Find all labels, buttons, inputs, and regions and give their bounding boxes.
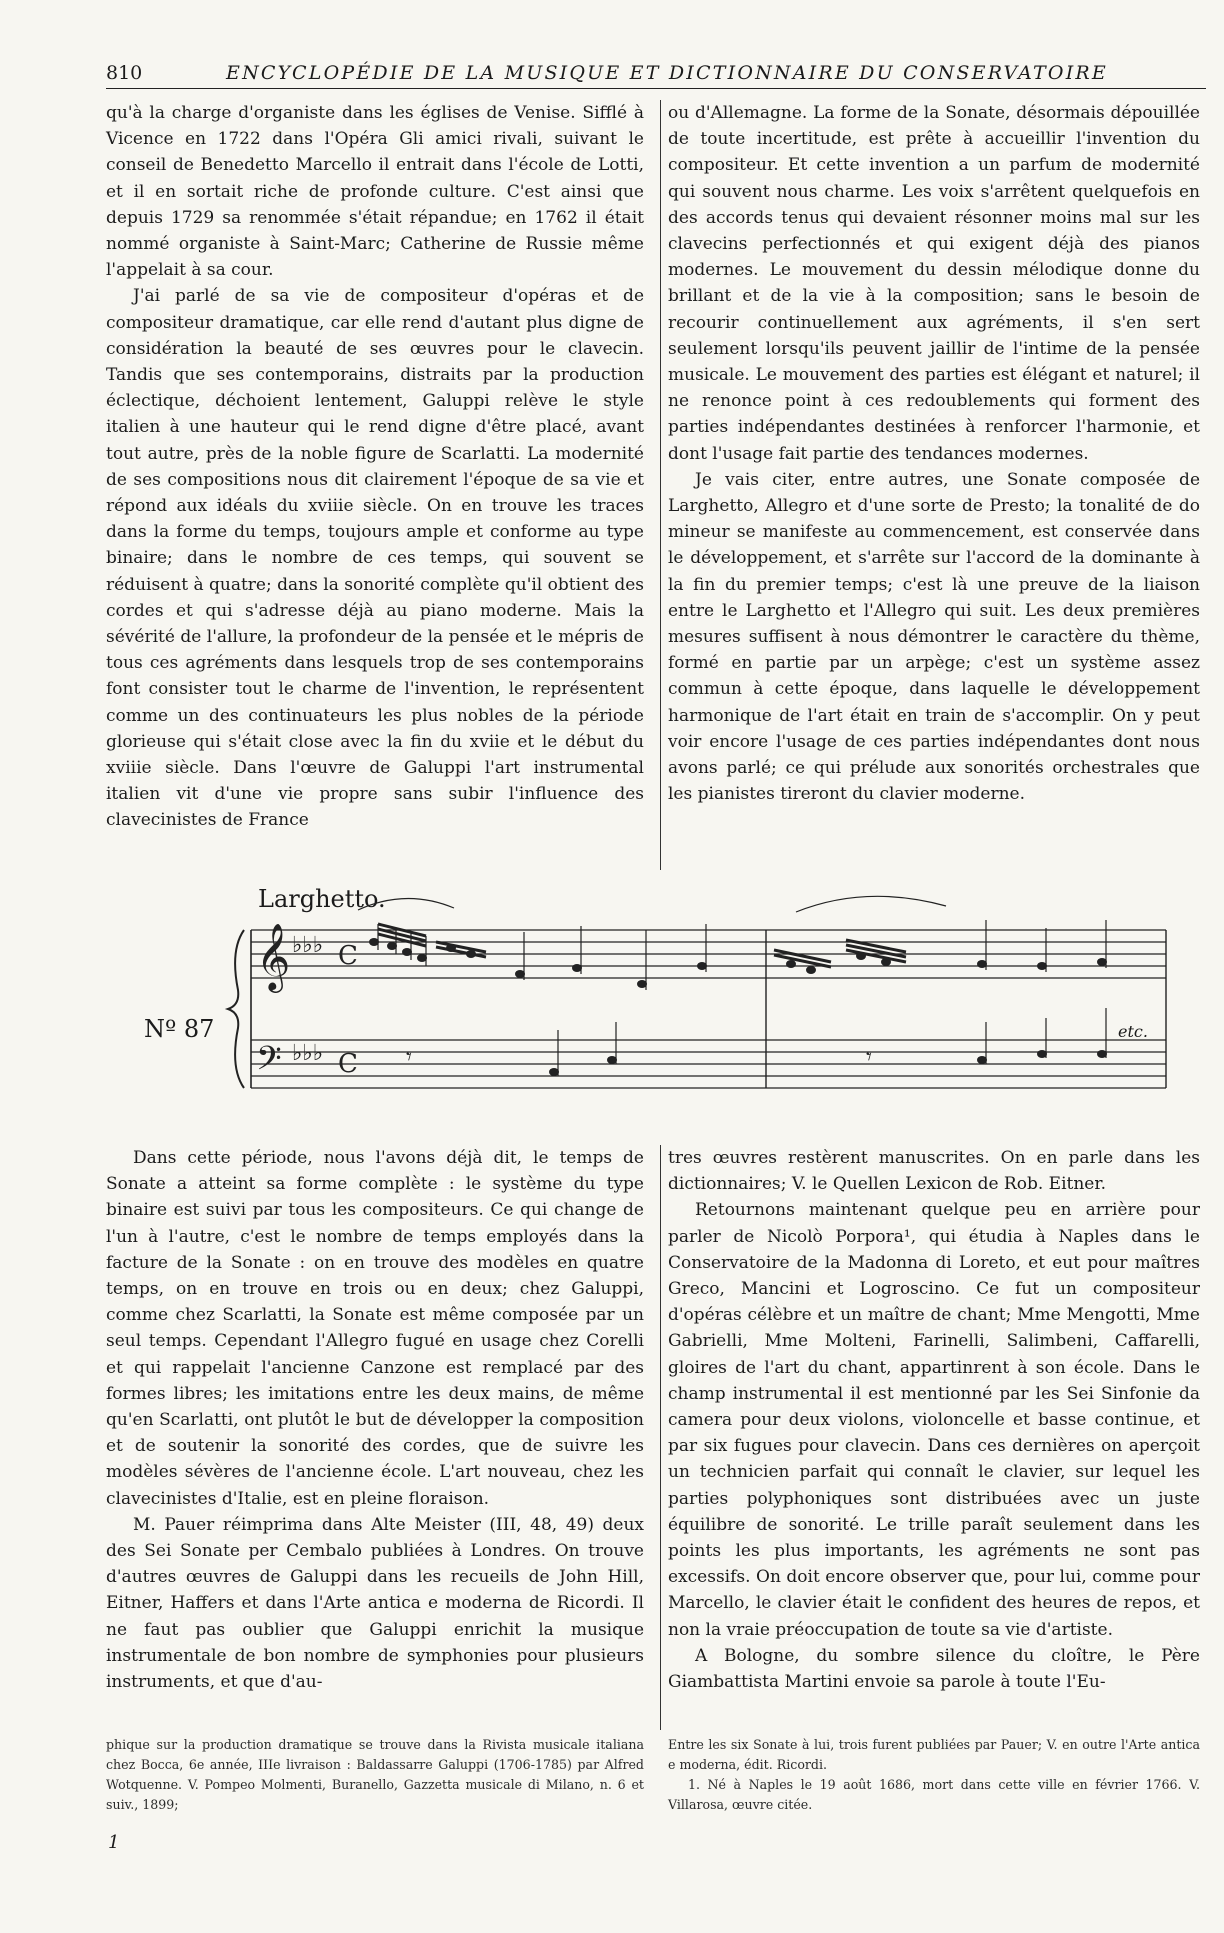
page-number: 810 <box>106 62 143 84</box>
etc-marking: etc. <box>1118 1022 1148 1041</box>
column-divider-bottom <box>660 1145 661 1730</box>
svg-text:𝄾: 𝄾 <box>406 1045 412 1070</box>
paragraph: Dans cette période, nous l'avons déjà dit, le temps de Sonate a atteint sa forme complète : le système du type binaire est suivi par tous les compositeurs. Ce qui change de l'un à l'autre, c'est le nombre de temps employés dans la facture de la Sonate : on en trouve des modèles en quatre temps, on en trouve en trois ou en deux; chez Galuppi, comme chez Scarlatti, la Sonate est même composée par un seul temps. Cependant l'Allegro fugué en usage chez Corelli et qui rappelait l'ancienne Canzone est remplacé par des formes libres; les imitations entre les deux mains, de même qu'en Scarlatti, ont plutôt le but de développer la composition et de soutenir la sonorité des cordes, que de suivre les modèles sévères de l'ancienne école. L'art nouveau, chez les clavecinistes d'Italie, est en pleine floraison. <box>106 1148 644 1509</box>
paragraph: J'ai parlé de sa vie de compositeur d'opéras et de compositeur dramatique, car elle rend d'autant plus digne de considération la beauté de ses œuvres pour le clavecin. Tandis que ses contemporains, distraits par la production éclectique, déchoient lentement, Galuppi relève le style italien à une hauteur qui le rend digne d'être placé, avant tout autre, près de la noble figure de Scarlatti. La modernité de ses compositions nous dit clairement l'époque de sa vie et répond aux idéals du xviiie siècle. On en trouve les traces dans la forme du temps, toujours ample et conforme au type binaire; dans le nombre de ces temps, qui souvent se réduisent à quatre; dans la sonorité complète qu'il obtient des cordes et qui s'adresse déjà au piano moderne. Mais la sévérité de l'allure, la profondeur de la pensée et le mépris de tous ces agréments dans lesquels trop de ses contemporains font consister tout le charme de l'invention, le représentent comme un des continuateurs les plus nobles de la période glorieuse qui s'était close avec la fin du xviie et le début du xviiie siècle. Dans l'œuvre de Galuppi l'art instrumental italien vit d'une vie propre sans subir l'influence des clavecinistes de France <box>106 286 644 831</box>
example-number: Nº 87 <box>144 1015 215 1043</box>
music-example <box>106 880 1206 1160</box>
bass-staff <box>251 1040 1166 1088</box>
paragraph: tres œuvres restèrent manuscrites. On en parle dans les dictionnaires; V. le Quellen Lexicon de Rob. Eitner. <box>668 1148 1200 1195</box>
footnotes-left <box>106 1735 644 1815</box>
right-column-top <box>668 100 1200 807</box>
running-title: ENCYCLOPÉDIE DE LA MUSIQUE ET DICTIONNAIRE DU CONSERVATOIRE <box>226 62 1108 84</box>
svg-text:♭♭♭: ♭♭♭ <box>292 1041 324 1066</box>
svg-text:𝄾: 𝄾 <box>866 1045 872 1070</box>
bass-clef: 𝄢 <box>256 1040 282 1086</box>
signature-mark: 1 <box>108 1832 120 1853</box>
tempo-marking: Larghetto. <box>258 885 386 913</box>
paragraph: Je vais citer, entre autres, une Sonate composée de Larghetto, Allegro et d'une sorte de Presto; la tonalité de do mineur se manifeste au commencement, est conservée dans le développement, et s'arrête sur l'accord de la dominante à la fin du premier temps; c'est là une preuve de la liaison entre le Larghetto et l'Allegro qui suit. Les deux premières mesures suffisent à nous démontrer le caractère du thème, formé en partie par un arpège; c'est un système assez commun à cette époque, dans laquelle le développement harmonique de l'art était en train de s'accomplir. On y peut voir encore l'usage de ces parties indépendantes dont nous avons parlé; ce qui prélude aux sonorités orchestrales que les pianistes tireront du clavier moderne. <box>668 469 1200 805</box>
header-rule <box>106 88 1206 89</box>
svg-text:♭♭♭: ♭♭♭ <box>292 933 324 958</box>
footnotes-right <box>668 1735 1200 1815</box>
left-column-bottom <box>106 1145 644 1695</box>
score-svg <box>106 880 1206 1160</box>
paragraph: M. Pauer réimprima dans Alte Meister (III, 48, 49) deux des Sei Sonate per Cembalo publiées à Londres. On trouve d'autres œuvres de Galuppi dans les recueils de John Hill, Eitner, Haffers et dans l'Arte antica e moderna de Ricordi. Il ne faut pas oublier que Galuppi enrichit la musique instrumentale de bon nombre de symphonies pour plusieurs instruments, et que d'au- <box>106 1514 644 1693</box>
footnote: phique sur la production dramatique se trouve dans la Rivista musicale italiana chez Bocca, 6e année, IIIe livraison : Baldassarre Galuppi (1706-1785) par Alfred Wotquenne. V. Pompeo Molmenti, Buranello, Gazzetta musicale di Milano, n. 6 et suiv., 1899; <box>106 1737 644 1812</box>
svg-text:C: C <box>338 941 358 971</box>
footnote: Entre les six Sonate à lui, trois furent publiées par Pauer; V. en outre l'Arte antica e moderna, édit. Ricordi. <box>668 1737 1200 1772</box>
paragraph: A Bologne, du sombre silence du cloître, le Père Giambattista Martini envoie sa parole à toute l'Eu- <box>668 1645 1200 1693</box>
svg-text:C: C <box>338 1049 358 1079</box>
paragraph: ou d'Allemagne. La forme de la Sonate, désormais dépouillée de toute incertitude, est prête à accueillir l'invention du compositeur. Et cette invention a un parfum de modernité qui souvent nous charme. Les voix s'arrêtent quelquefois en des accords tenus qui devaient résonner moins mal sur les clavecins perfectionnés et qui exigent déjà des pianos modernes. Le mouvement du dessin mélodique donne du brillant et de la vie à la composition; sans le besoin de recourir continuellement aux agréments, il s'en sert seulement lorsqu'ils peuvent jaillir de l'intime de la pensée musicale. Le mouvement des parties est élégant et naturel; il ne renonce point à ces redoublements qui forment des parties indépendantes destinées à renforcer l'harmonie, et dont l'usage fait partie des tendances modernes. <box>668 103 1200 464</box>
left-column-top <box>106 100 644 834</box>
paragraph: Retournons maintenant quelque peu en arrière pour parler de Nicolò Porpora¹, qui étudia à Naples dans le Conservatoire de la Madonna di Loreto, et eut pour maîtres Greco, Mancini et Logroscino. Ce fut un compositeur d'opéras célèbre et un maître de chant; Mme Mengotti, Mme Gabrielli, Mme Molteni, Farinelli, Salimbeni, Caffarelli, gloires de l'art du chant, appartinrent à son école. Dans le champ instrumental il est mentionné par les Sei Sinfonie da camera pour deux violons, violoncelle et basse continue, et par six fugues pour clavecin. Dans ces dernières on aperçoit un technicien parfait qui connaît le clavier, sur lequel les parties polyphoniques sont distribuées avec un juste équilibre de sonorité. Le trille paraît seulement dans les points les plus importants, les agréments ne sont pas excessifs. On doit encore observer que, pour lui, comme pour Marcello, le clavier était le confident des heures de repos, et non la vraie préoccupation de toute sa vie d'artiste. <box>668 1200 1200 1640</box>
treble-clef: 𝄞 <box>256 922 291 990</box>
column-divider-top <box>660 100 661 870</box>
paragraph: qu'à la charge d'organiste dans les églises de Venise. Sifflé à Vicence en 1722 dans l'Opéra Gli amici rivali, suivant le conseil de Benedetto Marcello il entrait dans l'école de Lotti, et il en sortait riche de profonde culture. C'est ainsi que depuis 1729 sa renommée s'était répandue; en 1762 il était nommé organiste à Saint-Marc; Catherine de Russie même l'appelait à sa cour. <box>106 103 644 281</box>
right-column-bottom <box>668 1145 1200 1695</box>
footnote: 1. Né à Naples le 19 août 1686, mort dans cette ville en février 1766. V. Villarosa, œuvre citée. <box>668 1777 1200 1812</box>
